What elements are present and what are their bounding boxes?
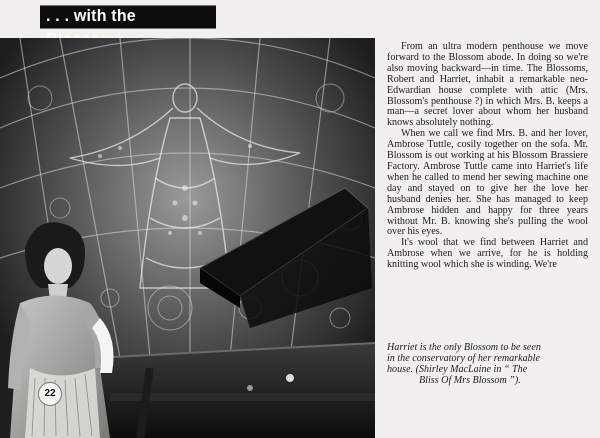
caption-line: Bliss Of Mrs Blossom ”). [419, 375, 521, 386]
page-number-badge: 22 [38, 382, 62, 406]
conservatory-photo [0, 38, 375, 438]
article-body [387, 42, 588, 271]
article-paragraph: It's wool that we find between Harriet and Ambrose when we arrive, for he is holding knitting wool which she is winding. We're [387, 237, 588, 271]
photo-caption [387, 342, 587, 386]
caption-line: house. (Shirley MacLaine in “ The [387, 364, 528, 375]
article-paragraph: From an ultra modern penthouse we move forward to the Blossom abode. In doing so we're also moving backward—in time. The Blossoms, Robert and Harriet, inhabit a remarkable neo-Edwardian house complete with attic (Mrs. Blossom's penthouse ?) in which Mrs. B. keeps a man—a secret lover about whom her husband knows absolutely nothing. [387, 41, 588, 129]
caption-line: Harriet is the only Blossom to be seen [387, 342, 541, 353]
article-paragraph: When we call we find Mrs. B. and her lover, Ambrose Tuttle, cosily together on the sofa. Mr. Blossom is out working at his Blossom Brassiere Factory. Ambrose Tuttle came into Harriet's life when he called to mend her sewing machine one day and stayed on to give her the love her husband denies her. She has managed to keep Ambrose hidden and happy for three years without Mr. B. knowing she's pulling the wool over his eyes. [387, 128, 588, 238]
section-header: . . . with the [40, 5, 216, 28]
caption-line: in the conservatory of her remarkable [387, 353, 540, 364]
